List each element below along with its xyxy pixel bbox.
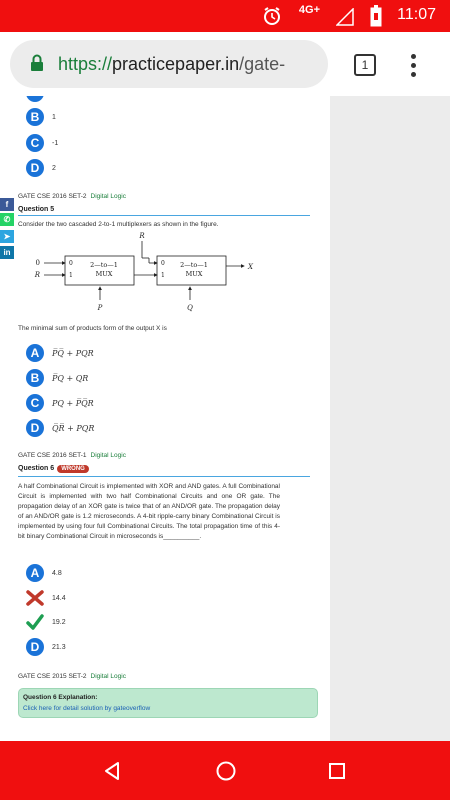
- mux-diagram: [18, 229, 310, 319]
- select-p-label: P: [97, 304, 103, 312]
- q6-option-d[interactable]: [26, 638, 66, 656]
- topic-link[interactable]: Digital Logic: [90, 193, 126, 200]
- option-letter: C: [26, 394, 44, 412]
- sidebar-background: [330, 96, 450, 741]
- recents-icon[interactable]: [328, 762, 346, 780]
- output-x-label: X: [248, 263, 253, 271]
- option-text: PQ + P̅Q̅R: [52, 398, 94, 408]
- network-type: 4G+: [298, 4, 320, 16]
- q5-option-b[interactable]: [26, 369, 88, 387]
- svg-text:1: 1: [161, 272, 165, 279]
- page-content: [0, 96, 450, 741]
- option-text: -1: [52, 139, 59, 147]
- q5-option-d[interactable]: [26, 419, 94, 437]
- divider: [18, 476, 310, 477]
- q5-prompt: Consider the two cascaded 2-to-1 multiplexers as shown in the figure.: [18, 221, 219, 228]
- android-nav-bar: [0, 741, 450, 800]
- q7-meta: [18, 673, 126, 680]
- q4-option-d[interactable]: [26, 159, 56, 177]
- signal-icon: [336, 8, 354, 26]
- select-q-label: Q: [187, 304, 193, 312]
- exam-label: GATE CSE 2015 SET-2: [18, 673, 87, 680]
- mux-2-label-bottom: MUX: [185, 270, 203, 278]
- input-0-label: 0: [35, 259, 40, 267]
- option-letter: D: [26, 638, 44, 656]
- q6-option-b[interactable]: [26, 589, 66, 607]
- option-letter: D: [26, 419, 44, 437]
- mux-1-label-bottom: MUX: [95, 270, 113, 278]
- telegram-icon[interactable]: ➤: [0, 230, 14, 243]
- wrong-badge: WRONG: [57, 465, 89, 473]
- whatsapp-icon[interactable]: ✆: [0, 213, 14, 226]
- overflow-menu-button[interactable]: [411, 54, 417, 81]
- battery-icon: [370, 5, 382, 27]
- option-text: 19.2: [52, 618, 66, 626]
- option-text: 4.8: [52, 569, 62, 577]
- option-text: P̅Q + QR: [52, 373, 89, 383]
- tab-switcher-button[interactable]: 1: [354, 54, 376, 76]
- topic-link[interactable]: Digital Logic: [90, 452, 126, 459]
- q5-title: Question 5: [18, 206, 55, 213]
- explanation-title: Question 6 Explanation:: [23, 694, 98, 701]
- q6-meta: [18, 452, 126, 459]
- back-icon[interactable]: [103, 761, 121, 781]
- option-text: 1: [52, 113, 56, 121]
- q4-option-b[interactable]: [26, 108, 56, 126]
- option-text: P̅Q̅ + PQR: [52, 348, 94, 358]
- option-letter: B: [26, 369, 44, 387]
- option-marker-partial: [26, 96, 44, 102]
- url-host: practicepaper.in: [112, 54, 240, 74]
- status-bar: [0, 0, 450, 32]
- svg-text:0: 0: [161, 260, 165, 267]
- check-icon: [26, 613, 44, 631]
- explanation-link[interactable]: Click here for detail solution by gateoverflow: [23, 705, 151, 712]
- option-text: 2: [52, 164, 56, 172]
- q6-title-text: Question 6: [18, 465, 55, 472]
- topic-link[interactable]: Digital Logic: [90, 673, 126, 680]
- svg-text:1: 1: [69, 272, 73, 279]
- q6-text: A half Combinational Circuit is implemented with XOR and AND gates. A full Combinational Circuit is implemented with two half Combinational Circuits and one OR gate. The propagation delay of an XOR gate is twice that of an AND/OR gate. The propagation delay of an AND/OR gate is 1.2 microseconds. A 4-bit ripple-carry binary Combinational Circuit is implemented by using four full Combinational Circuits. The total propagation time of this 4-bit binary Combinational Circuit in microseconds is__________.: [18, 483, 280, 540]
- svg-text:0: 0: [69, 260, 73, 267]
- exam-label: GATE CSE 2016 SET-1: [18, 452, 87, 459]
- q5-option-a[interactable]: [26, 344, 94, 362]
- option-letter: B: [26, 108, 44, 126]
- q6-title: [18, 465, 89, 473]
- q5-meta: [18, 193, 126, 200]
- q5-option-c[interactable]: [26, 394, 94, 412]
- mux-2-label-top: 2—to—1: [180, 261, 208, 269]
- option-letter: C: [26, 134, 44, 152]
- url-path: /gate-: [239, 54, 286, 74]
- url-text[interactable]: [58, 54, 285, 75]
- input-r-label: R: [34, 271, 40, 279]
- q6-option-c[interactable]: [26, 613, 66, 631]
- option-text: 21.3: [52, 643, 66, 651]
- url-bar[interactable]: [10, 40, 328, 88]
- clock: 11:07: [397, 6, 436, 23]
- option-text: 14.4: [52, 594, 66, 602]
- browser-toolbar: [0, 32, 450, 96]
- q5-question: The minimal sum of products form of the output X is: [18, 325, 167, 332]
- r-top-label: R: [139, 232, 145, 240]
- option-letter: A: [26, 564, 44, 582]
- exam-label: GATE CSE 2016 SET-2: [18, 193, 87, 200]
- cross-icon: [26, 589, 44, 607]
- mux-1-label-top: 2—to—1: [90, 261, 118, 269]
- url-scheme: https://: [58, 54, 113, 74]
- option-letter: D: [26, 159, 44, 177]
- alarm-icon: [262, 6, 282, 26]
- lock-icon: [30, 54, 44, 72]
- option-letter: A: [26, 344, 44, 362]
- option-text: Q̅R̅ + PQR: [52, 423, 95, 433]
- explanation-box: [18, 688, 318, 718]
- q6-option-a[interactable]: [26, 564, 62, 582]
- q4-option-c[interactable]: [26, 134, 58, 152]
- home-icon[interactable]: [215, 760, 237, 782]
- divider: [18, 215, 310, 216]
- linkedin-icon[interactable]: in: [0, 246, 14, 259]
- facebook-icon[interactable]: f: [0, 198, 14, 211]
